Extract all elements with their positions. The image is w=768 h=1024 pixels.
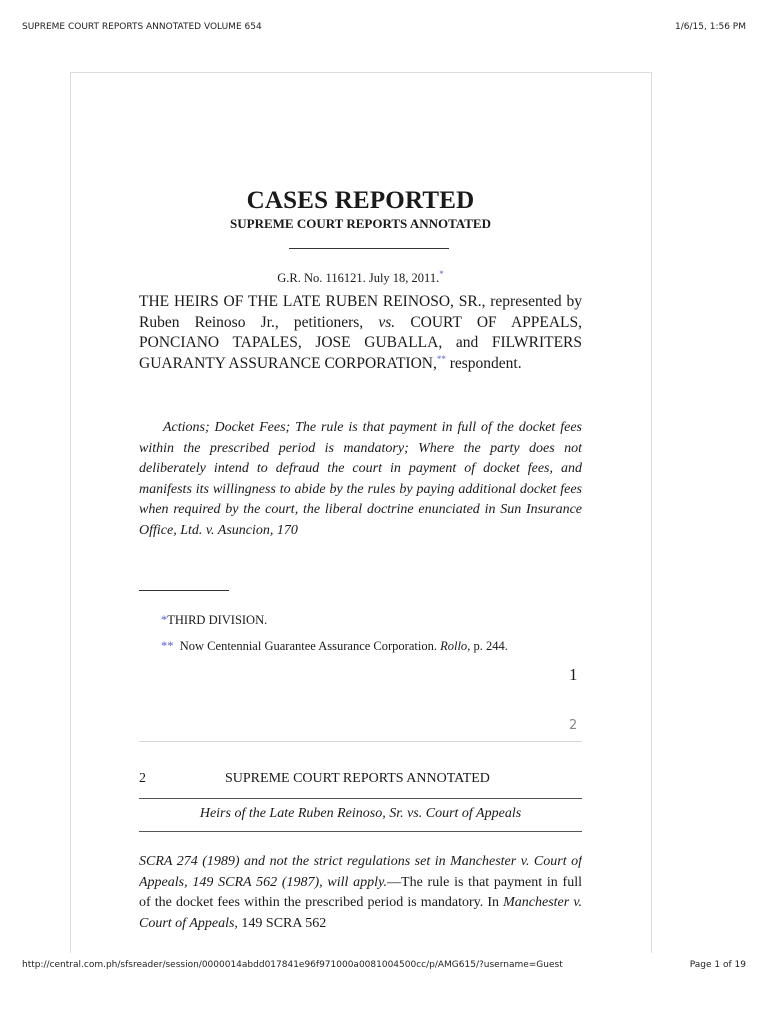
title-divider	[289, 248, 449, 249]
syllabus-paragraph: Actions; Docket Fees; The rule is that payment in full of the docket fees within the prescribed period is mandatory; Where the party does not deliberately intend to defraud the court in payment of docket fees, and manifests its willingness to abide by the rules by paying additional docket fees when required by the court, the liberal doctrine enunciated in Sun Insurance Office, Ltd. v. Asuncion, 170	[139, 420, 582, 538]
footnote-1-marker[interactable]: *	[161, 613, 168, 627]
page-number: 1	[569, 665, 578, 684]
footnote-1-text: THIRD DIVISION.	[167, 613, 268, 627]
document-page	[70, 72, 652, 953]
print-header-datetime: 1/6/15, 1:56 PM	[675, 22, 746, 32]
page-url: http://central.com.ph/sfsreader/session/0000014abdd017841e96f971000a0081004500cc/p/AMG615/?username=Guest	[22, 960, 563, 970]
running-page-number: 2	[139, 771, 146, 786]
footnote-divider	[139, 590, 229, 591]
parties-text: THE HEIRS OF THE LATE RUBEN REINOSO, SR., represented by Ruben Reinoso Jr., petitioners,	[139, 293, 582, 331]
page-title: CASES REPORTED	[246, 187, 475, 214]
page-subtitle: SUPREME COURT REPORTS ANNOTATED	[230, 216, 491, 231]
footnote-link-1[interactable]: *	[439, 268, 444, 279]
footnote-link-2[interactable]: **	[436, 353, 446, 364]
gr-number	[139, 268, 582, 286]
body-italic-1: SCRA 274 (1989) and not the strict regulations set in Manchester v. Court of Appeals, 149 SCRA 562 (1987), will apply.	[139, 854, 582, 890]
vs-text: vs.	[378, 313, 396, 331]
body-paragraph	[139, 852, 582, 934]
footnote-2-marker[interactable]: **	[161, 639, 174, 653]
parties-end: respondent.	[445, 354, 522, 372]
footnote-2	[161, 639, 508, 654]
body-italic-2: Manchester v. Court of Appeals	[139, 895, 582, 931]
page-break-divider	[139, 741, 582, 742]
header-rule-bottom	[139, 831, 582, 832]
body-plain-1: —The rule is that payment in full of the docket fees within the prescribed period is mandatory. In	[139, 874, 582, 910]
header-rule-top	[139, 798, 582, 799]
case-header: Heirs of the Late Ruben Reinoso, Sr. vs. Court of Appeals	[199, 806, 522, 821]
body-plain-2: , 149 SCRA 562	[234, 915, 327, 931]
footnote-1	[161, 613, 267, 628]
parties-text-2: COURT OF APPEALS, PONCIANO TAPALES, JOSE GUBALLA, and FILWRITERS GUARANTY ASSURANCE CORPORATION,	[139, 313, 583, 372]
footnote-2-text: Now Centennial Guarantee Assurance Corporation.	[179, 639, 441, 653]
page-count: Page 1 of 19	[689, 960, 746, 970]
footnote-2-end: , p. 244.	[467, 639, 508, 653]
print-header-title: SUPREME COURT REPORTS ANNOTATED VOLUME 654	[22, 22, 262, 32]
case-parties	[139, 292, 582, 374]
running-title: SUPREME COURT REPORTS ANNOTATED	[225, 771, 490, 786]
next-page-marker: 2	[569, 718, 578, 733]
gr-number-text: G.R. No. 116121. July 18, 2011.	[277, 271, 440, 285]
footnote-2-rollo: Rollo	[440, 639, 468, 653]
